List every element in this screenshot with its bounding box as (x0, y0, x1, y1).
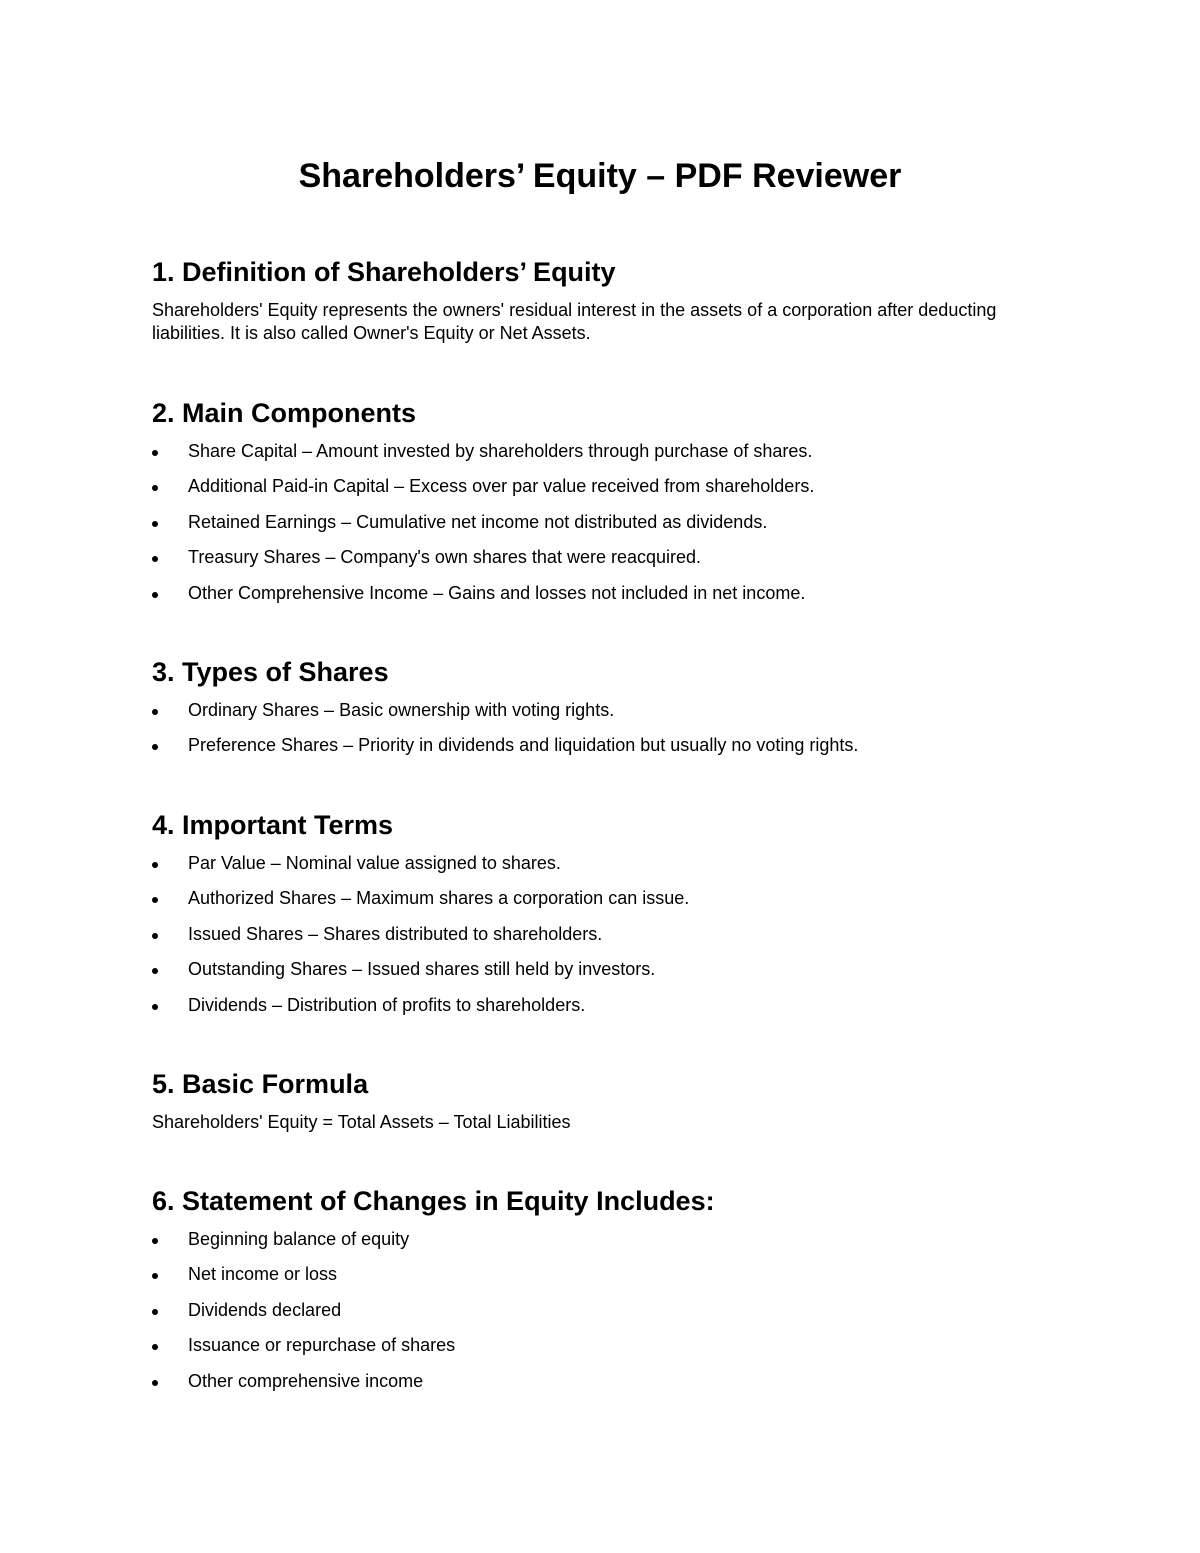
list-item (152, 958, 1052, 993)
bullet-list (152, 440, 1052, 617)
list-item (152, 440, 1052, 475)
document-title: Shareholders’ Equity – PDF Reviewer (298, 157, 902, 195)
list-item-text: Par Value – Nominal value assigned to shares. (188, 853, 561, 873)
section-heading: 2. Main Components (152, 398, 417, 428)
list-item-text: Additional Paid-in Capital – Excess over par value received from shareholders. (188, 476, 815, 497)
list-item (152, 475, 1052, 510)
bullet-icon (152, 521, 158, 527)
bullet-icon (152, 709, 158, 715)
bullet-icon (152, 1238, 158, 1244)
section-heading: 6. Statement of Changes in Equity Includes: (152, 1186, 715, 1216)
bullet-icon (152, 744, 158, 750)
section-heading: 3. Types of Shares (152, 657, 389, 687)
list-item (152, 923, 1052, 958)
list-item (152, 887, 1052, 922)
list-item (152, 1370, 1052, 1405)
section-heading: 5. Basic Formula (152, 1069, 369, 1099)
list-item (152, 1263, 1052, 1298)
list-item-text: Treasury Shares – Company's own shares that were reacquired. (188, 547, 702, 568)
list-item-text: Beginning balance of equity (188, 1229, 410, 1249)
list-item-text: Ordinary Shares – Basic ownership with voting rights. (188, 700, 615, 720)
bullet-icon (152, 556, 158, 562)
bullet-icon (152, 1004, 158, 1010)
section-heading: 4. Important Terms (152, 810, 394, 840)
section-definition (152, 253, 1052, 345)
list-item (152, 582, 1052, 617)
list-item-text: Share Capital – Amount invested by shareholders through purchase of shares. (188, 441, 813, 461)
list-item-text: Authorized Shares – Maximum shares a corporation can issue. (188, 888, 690, 909)
bullet-list (152, 699, 1052, 770)
list-item (152, 852, 1052, 887)
list-item (152, 511, 1052, 546)
bullet-icon (152, 450, 158, 456)
list-item-text: Other comprehensive income (188, 1370, 424, 1391)
section-main-components (152, 394, 1052, 617)
list-item (152, 1334, 1052, 1369)
section-heading: 1. Definition of Shareholders’ Equity (152, 257, 616, 287)
bullet-icon (152, 968, 158, 974)
list-item (152, 699, 1052, 734)
list-item-text: Other Comprehensive Income – Gains and losses not included in net income. (188, 582, 806, 603)
section-statement-of-changes (152, 1182, 1052, 1405)
bullet-icon (152, 862, 158, 868)
bullet-list (152, 852, 1052, 1029)
list-item-text: Dividends declared (188, 1299, 342, 1320)
list-item (152, 994, 1052, 1029)
list-item-text: Issued Shares – Shares distributed to shareholders. (188, 923, 603, 944)
section-paragraph: Shareholders' Equity represents the owners' residual interest in the assets of a corporation after deducting liabilities. It is also called Owner's Equity or Net Assets. (152, 300, 997, 343)
list-item-text: Retained Earnings – Cumulative net income not distributed as dividends. (188, 511, 768, 532)
section-types-of-shares (152, 653, 1052, 770)
bullet-icon (152, 1273, 158, 1279)
list-item-text: Preference Shares – Priority in dividends and liquidation but usually no voting rights. (188, 735, 859, 756)
bullet-icon (152, 485, 158, 491)
list-item (152, 546, 1052, 581)
list-item-text: Net income or loss (188, 1264, 338, 1285)
section-important-terms (152, 806, 1052, 1029)
list-item-text: Dividends – Distribution of profits to shareholders. (188, 994, 586, 1015)
list-item (152, 1299, 1052, 1334)
bullet-list (152, 1228, 1052, 1405)
list-item (152, 1228, 1052, 1263)
bullet-icon (152, 933, 158, 939)
list-item-text: Issuance or repurchase of shares (188, 1335, 456, 1356)
list-item-text: Outstanding Shares – Issued shares still held by investors. (188, 959, 656, 980)
bullet-icon (152, 1344, 158, 1350)
bullet-icon (152, 592, 158, 598)
list-item (152, 734, 1052, 769)
section-paragraph: Shareholders' Equity = Total Assets – Total Liabilities (152, 1112, 571, 1132)
bullet-icon (152, 1380, 158, 1386)
bullet-icon (152, 1309, 158, 1315)
section-basic-formula (152, 1065, 1052, 1134)
bullet-icon (152, 897, 158, 903)
